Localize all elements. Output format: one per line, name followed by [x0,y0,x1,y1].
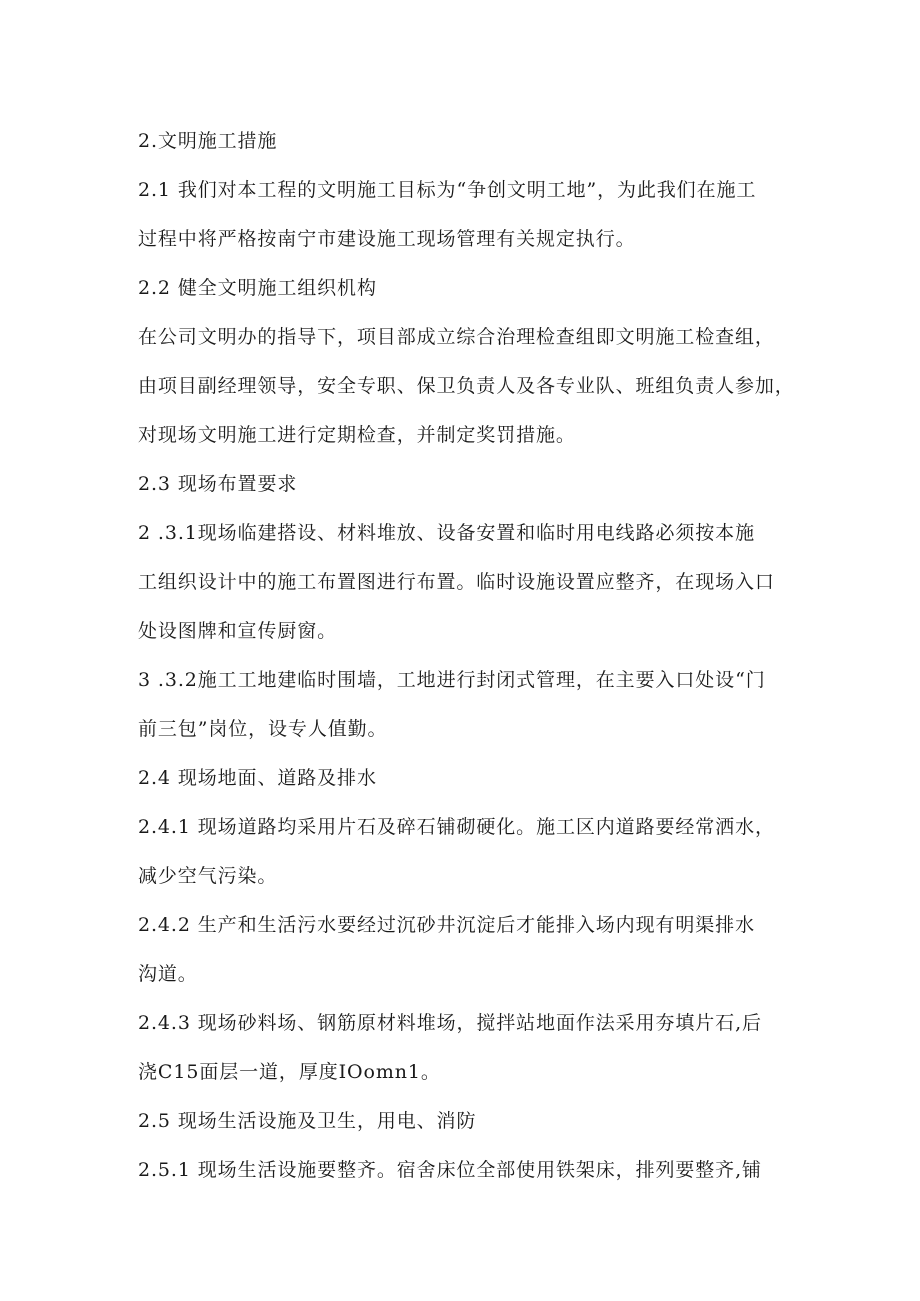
paragraph-2-4-1-line-1: 2.4.1 现场道路均采用片石及碎石铺砌硬化。施工区内道路要经常洒水， [138,816,775,838]
paragraph-2-3-1-line-1: 2 .3.1现场临建搭设、材料堆放、设备安置和临时用电线路必须按本施 [138,522,755,544]
paragraph-2-2-line-2: 由项目副经理领导，安全专职、保卫负责人及各专业队、班组负责人参加， [138,375,795,397]
paragraph-2-5-1-line-1: 2.5.1 现场生活设施要整齐。宿舍床位全部使用铁架床，排列要整齐,铺 [138,1159,762,1181]
paragraph-2-2-line-1: 在公司文明办的指导下，项目部成立综合治理检查组即文明施工检查组， [138,326,775,348]
paragraph-2-3-1-line-2: 工组织设计中的施工布置图进行布置。临时设施设置应整齐，在现场入口 [138,571,775,593]
paragraph-2-4-1-line-2: 减少空气污染。 [138,865,278,887]
paragraph-2-4-2-line-1: 2.4.2 生产和生活污水要经过沉砂井沉淀后才能排入场内现有明渠排水 [138,914,755,936]
paragraph-2-1-line-1: 2.1 我们对本工程的文明施工目标为“争创文明工地”，为此我们在施工 [138,179,757,201]
paragraph-2-4-3-line-1: 2.4.3 现场砂料场、钢筋原材料堆场，搅拌站地面作法采用夯填片石,后 [138,1012,762,1034]
heading-2-4: 2.4 现场地面、道路及排水 [138,767,377,789]
heading-2-3: 2.3 现场布置要求 [138,473,298,495]
paragraph-2-4-3-line-2: 浇C15面层一道，厚度IOomn1。 [138,1061,441,1083]
paragraph-2-4-2-line-2: 沟道。 [138,963,198,985]
paragraph-2-2-line-3: 对现场文明施工进行定期检查，并制定奖罚措施。 [138,424,576,446]
heading-civilized-construction-measures: 2.文明施工措施 [138,130,278,152]
paragraph-2-3-1-line-3: 处设图牌和宣传厨窗。 [138,620,338,642]
paragraph-2-1-line-2: 过程中将严格按南宁市建设施工现场管理有关规定执行。 [138,228,636,250]
heading-2-2: 2.2 健全文明施工组织机构 [138,277,377,299]
heading-2-5: 2.5 现场生活设施及卫生，用电、消防 [138,1110,477,1132]
paragraph-3-3-2-line-1: 3 .3.2施工工地建临时围墙，工地进行封闭式管理，在主要入口处设“门 [138,669,766,691]
paragraph-3-3-2-line-2: 前三包”岗位，设专人值勤。 [138,718,388,740]
